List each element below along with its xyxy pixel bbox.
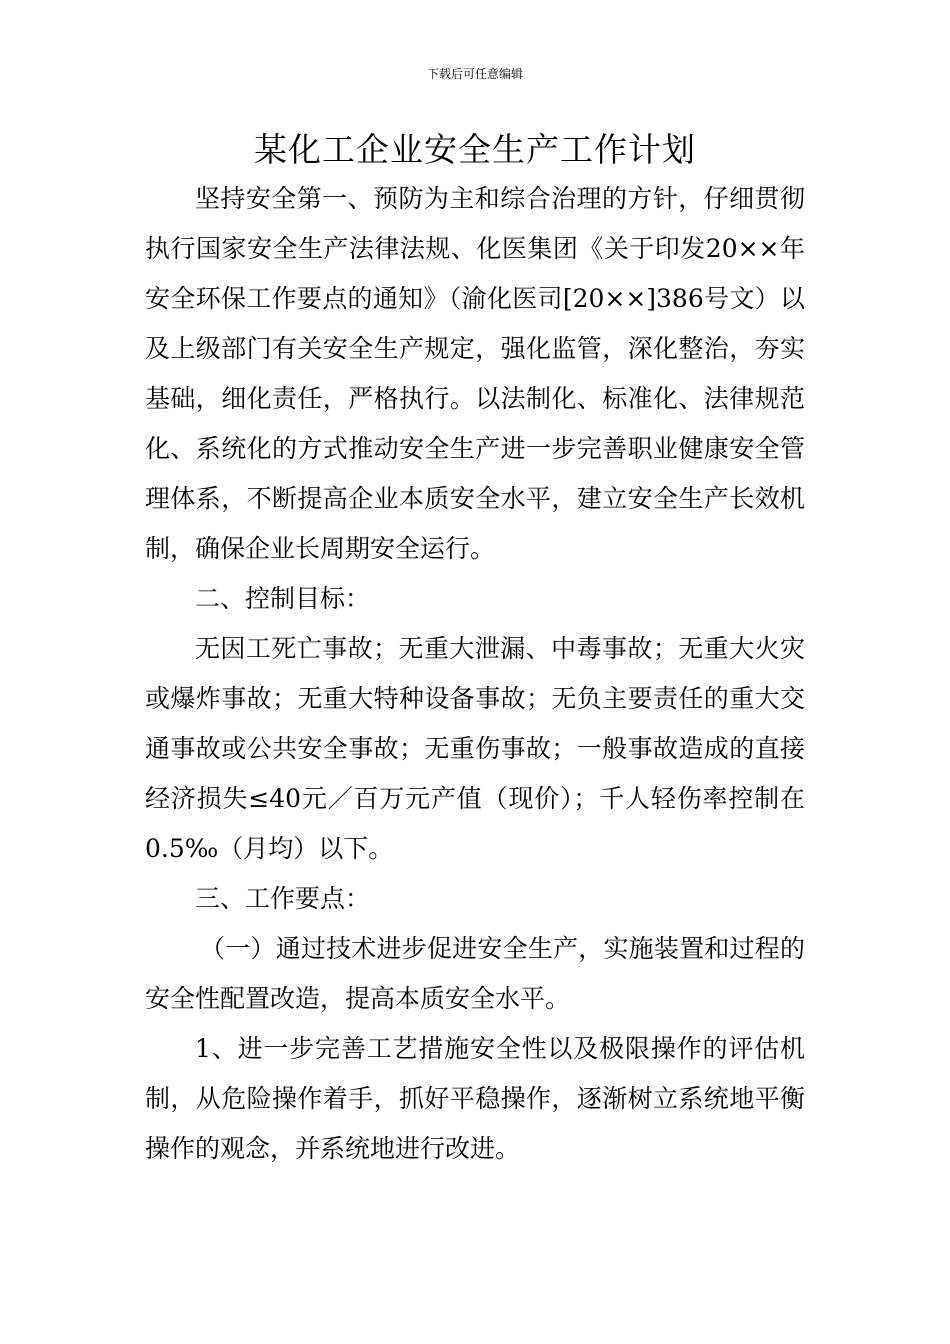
work-point-item-1-1: 1、进一步完善工艺措施安全性以及极限操作的评估机制，从危险操作着手，抓好平稳操作，逐渐树立系统地平衡操作的观念，并系统地进行改进。 — [145, 1034, 805, 1163]
intro-paragraph: 坚持安全第一、预防为主和综合治理的方针，仔细贯彻执行国家安全生产法律法规、化医集团《关于印发20××年安全环保工作要点的通知》（渝化医司[20××]386号文）以及上级部门有关安全生产规定，强化监管，深化整治，夯实基础，细化责任，严格执行。以法制化、标准化、法律规范化、系统化的方式推动安全生产进一步完善职业健康安全管理体系，不断提高企业本质安全水平，建立安全生产长效机制，确保企业长周期安全运行。 — [145, 184, 805, 563]
document-body — [145, 174, 805, 1174]
section-heading-work-points: 三、工作要点： — [195, 884, 371, 913]
header-note: 下载后可任意编辑 — [426, 67, 523, 81]
control-targets-paragraph: 无因工死亡事故；无重大泄漏、中毒事故；无重大火灾或爆炸事故；无重大特种设备事故；无负主要责任的重大交通事故或公共安全事故；无重伤事故；一般事故造成的直接经济损失≤40元／百万元产值（现价）；千人轻伤率控制在0.5‰（月均）以下。 — [145, 634, 805, 863]
document-title: 某化工企业安全生产工作计划 — [254, 130, 696, 169]
work-point-item-1: （一）通过技术进步促进安全生产，实施装置和过程的安全性配置改造，提高本质安全水平。 — [145, 934, 805, 1013]
section-heading-control-targets: 二、控制目标： — [195, 584, 371, 613]
